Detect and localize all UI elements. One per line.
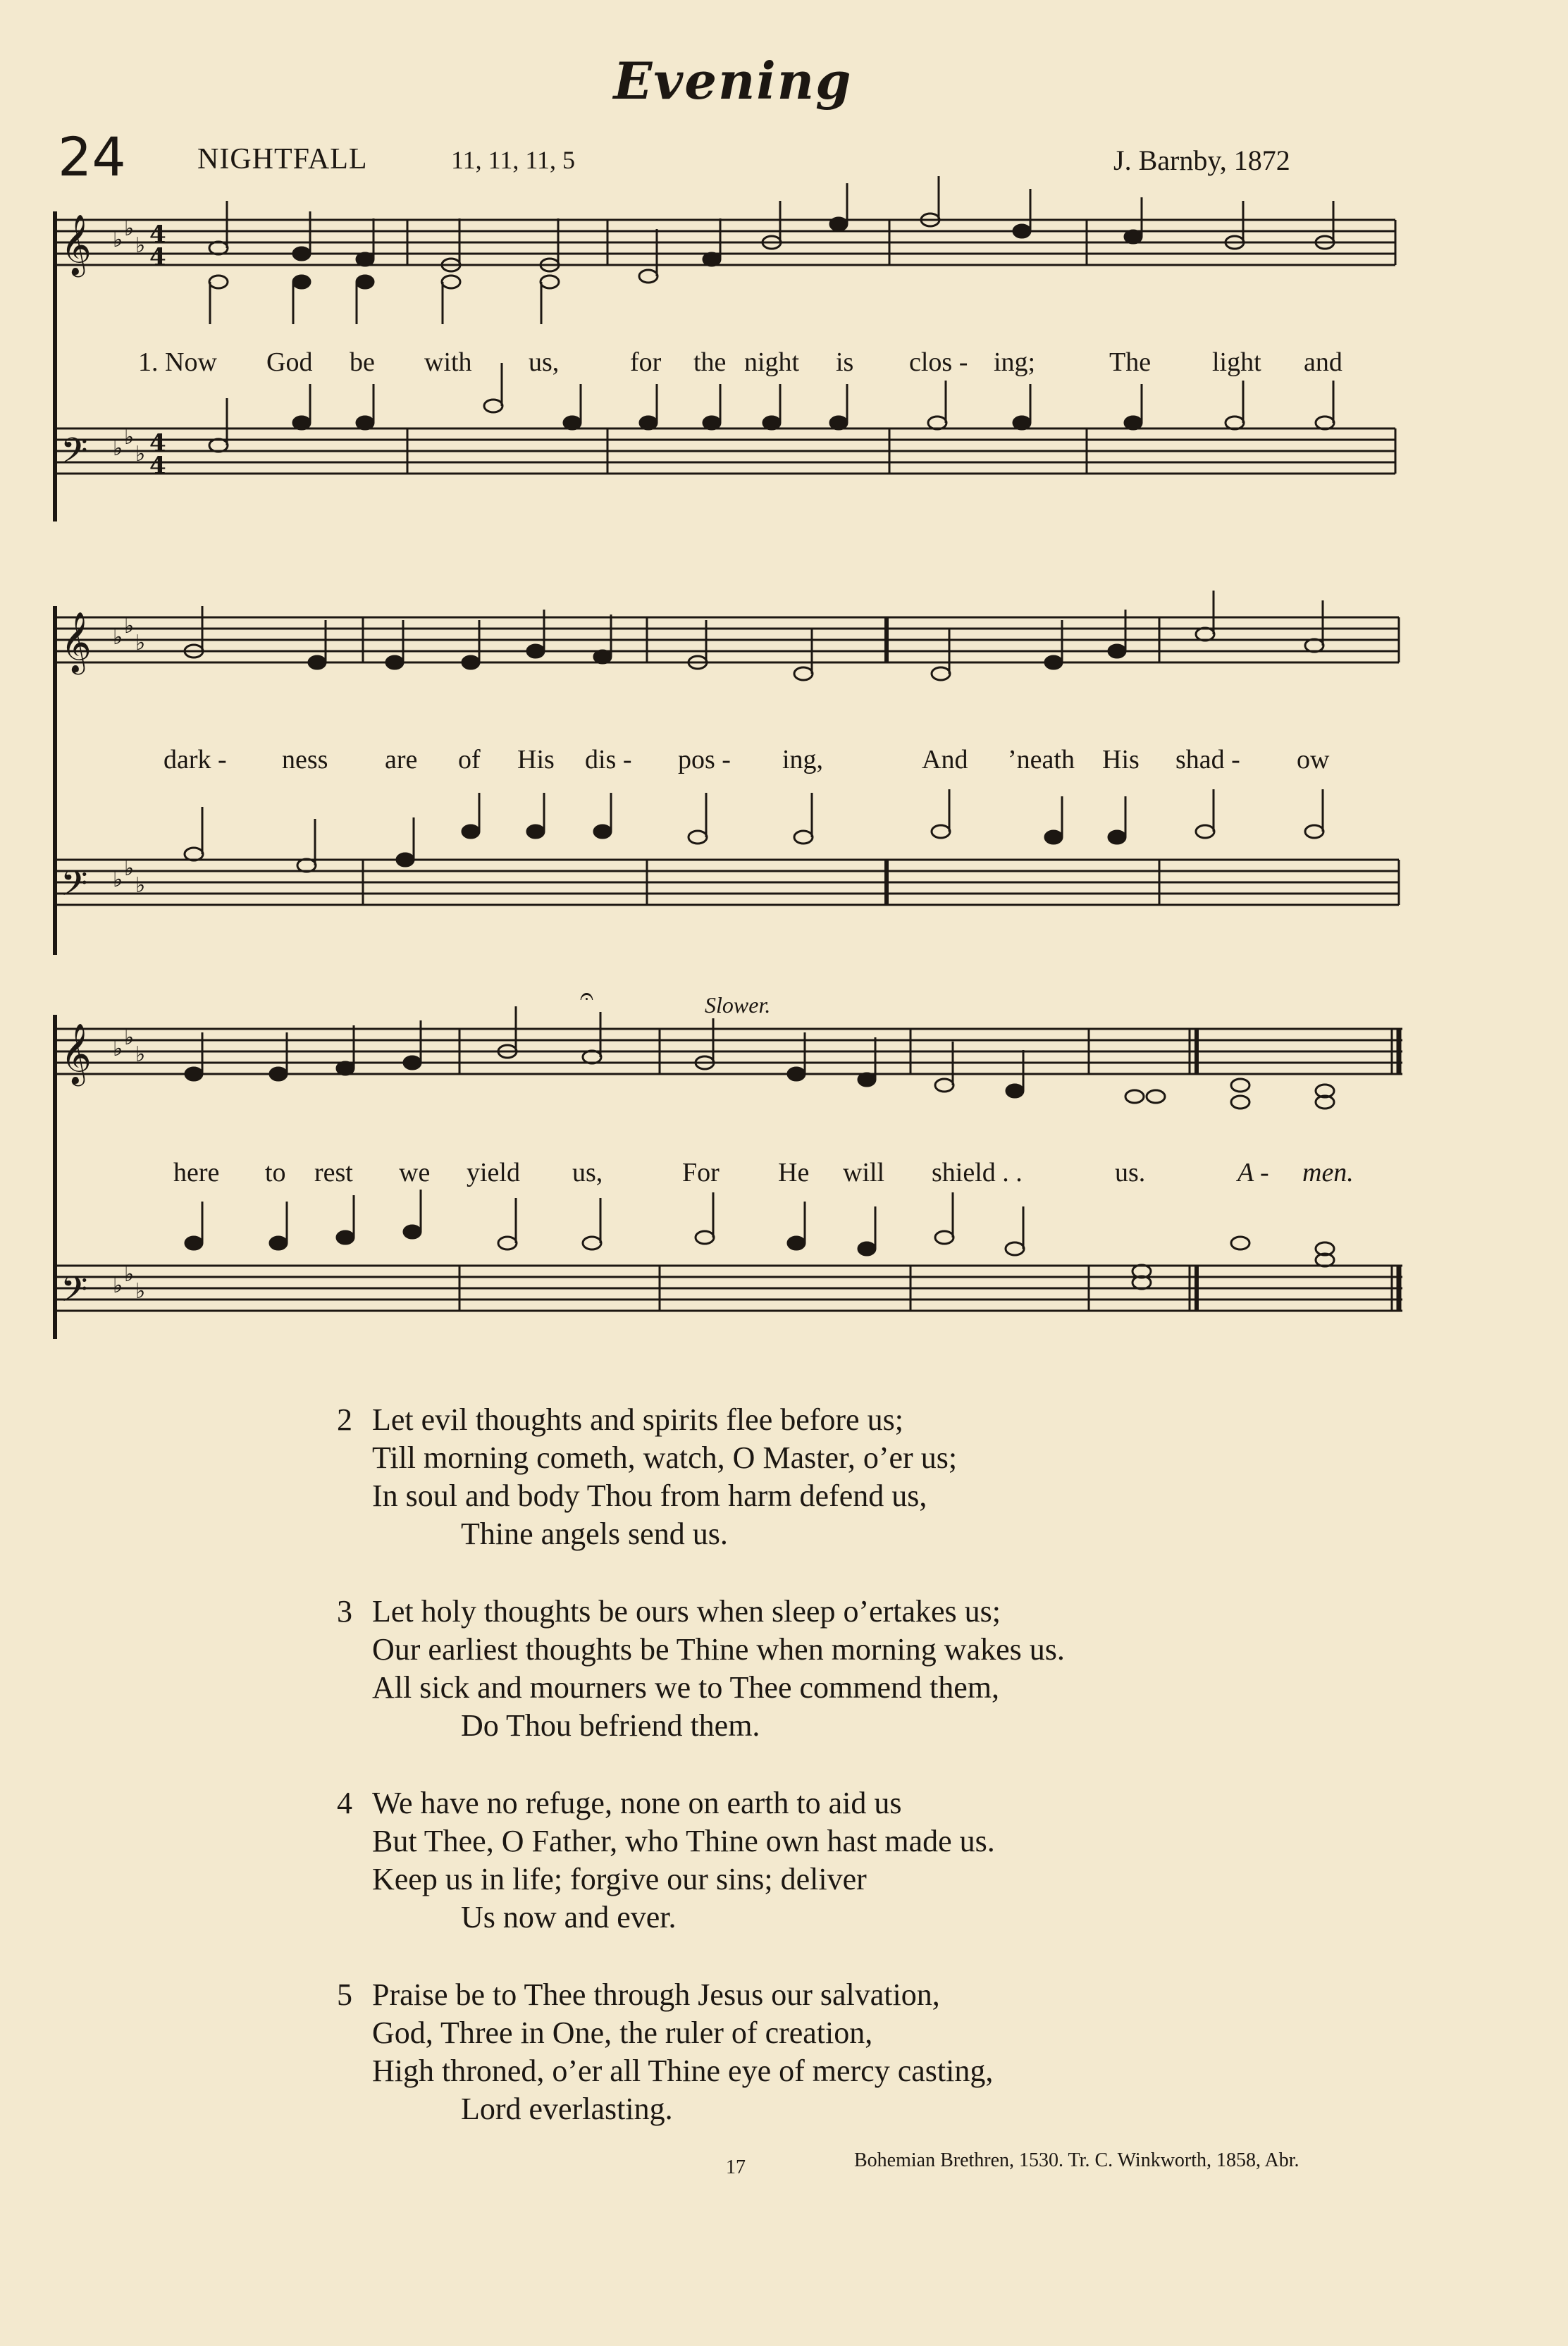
svg-text:4: 4 — [149, 221, 166, 249]
verse-line: High throned, o’er all Thine eye of mercy casting, — [372, 2054, 994, 2088]
verse-number: 5 — [337, 1977, 352, 2012]
lyric-s3-7: For — [682, 1158, 720, 1187]
lyric-s3-13: men. — [1302, 1158, 1354, 1187]
lyric-s1-10: clos - — [909, 347, 968, 377]
svg-text:♭: ♭ — [135, 442, 146, 467]
lyric-s2-10: ’neath — [1008, 745, 1075, 774]
svg-text:♭: ♭ — [135, 631, 146, 655]
verse-line: Thine angels send us. — [461, 1517, 728, 1551]
lyric-s2-1: dark - — [163, 745, 227, 774]
lyric-s3-6: us, — [572, 1158, 603, 1187]
verse-number: 4 — [337, 1786, 352, 1820]
lyric-s3-1: here — [173, 1158, 220, 1187]
lyric-s3-11: us. — [1115, 1158, 1146, 1187]
verses — [337, 1401, 1065, 2168]
treble-clef-icon: 𝄞 — [61, 612, 92, 672]
lyric-s3-4: we — [399, 1158, 431, 1187]
lyric-s1-3: be — [350, 347, 375, 377]
svg-text:♭: ♭ — [113, 1037, 123, 1061]
verse-line: Our earliest thoughts be Thine when morning wakes us. — [372, 1632, 1065, 1667]
lyric-s1-7: the — [693, 347, 727, 377]
svg-text:♭: ♭ — [135, 233, 146, 258]
svg-text:♭: ♭ — [113, 625, 123, 650]
lyric-s1-2: God — [266, 347, 313, 377]
lyric-s2-5: His — [517, 745, 555, 774]
verse-line: Let holy thoughts be ours when sleep o’ertakes us; — [372, 1594, 1001, 1629]
page-number: 17 — [726, 2156, 746, 2178]
lyric-s3-2: to — [265, 1158, 286, 1187]
page-title: Evening — [613, 51, 853, 111]
verse-line: Praise be to Thee through Jesus our salvation, — [372, 1977, 940, 2012]
svg-text:♭: ♭ — [124, 216, 135, 241]
lyric-s1-4: with — [424, 347, 472, 377]
verse-number: 3 — [337, 1594, 352, 1629]
lyric-s1-13: light — [1212, 347, 1261, 377]
lyric-s2-6: dis - — [585, 745, 632, 774]
lyric-s2-11: His — [1102, 745, 1140, 774]
system-3 — [55, 1015, 1402, 1339]
verse-line: Till morning cometh, watch, O Master, o’er us; — [372, 1440, 958, 1475]
lyric-s3-5: yield — [467, 1158, 520, 1187]
verse-line: Do Thou befriend them. — [461, 1708, 760, 1743]
attribution: Bohemian Brethren, 1530. Tr. C. Winkworth, 1858, Abr. — [854, 2149, 1300, 2171]
lyric-s1-12: The — [1109, 347, 1152, 377]
svg-text:4: 4 — [149, 243, 166, 271]
hymn-number: 24 — [58, 125, 126, 188]
verse-4 — [337, 1784, 1065, 1937]
verse-line: Lord everlasting. — [461, 2092, 673, 2126]
lyric-s3-3: rest — [314, 1158, 353, 1187]
verse-2 — [337, 1401, 1065, 1553]
svg-text:♭: ♭ — [113, 868, 123, 892]
svg-text:♭: ♭ — [135, 1042, 146, 1067]
verse-number: 2 — [337, 1402, 352, 1437]
svg-text:♭: ♭ — [124, 1262, 135, 1287]
svg-text:4: 4 — [149, 429, 166, 457]
lyric-s1-8: night — [744, 347, 800, 377]
verse-line: God, Three in One, the ruler of creation, — [372, 2015, 873, 2050]
verse-line: We have no refuge, none on earth to aid us — [372, 1786, 902, 1820]
tempo-marking: Slower. — [705, 992, 771, 1018]
lyric-s3-8: He — [778, 1158, 810, 1187]
lyric-s3-12: A - — [1237, 1158, 1269, 1187]
lyric-s2-8: ing, — [782, 745, 824, 774]
lyric-s1-1: 1. Now — [138, 347, 217, 377]
lyric-s1-11: ing; — [994, 347, 1036, 377]
svg-text:♭: ♭ — [113, 1273, 123, 1298]
lyric-s2-7: pos - — [678, 745, 731, 774]
svg-text:♭: ♭ — [124, 856, 135, 881]
svg-text:4: 4 — [149, 452, 166, 480]
verse-3 — [337, 1593, 1065, 1745]
lyric-s2-9: And — [922, 745, 968, 774]
lyric-s3-10: shield . . — [932, 1158, 1023, 1187]
tune-name: NIGHTFALL — [197, 143, 368, 175]
bass-clef-icon: 𝄢 — [61, 863, 88, 913]
svg-text:♭: ♭ — [124, 1025, 135, 1050]
lyric-s2-13: ow — [1297, 745, 1330, 774]
lyric-s2-12: shad - — [1175, 745, 1240, 774]
verse-line: Keep us in life; forgive our sins; deliver — [372, 1862, 867, 1896]
svg-text:♭: ♭ — [135, 873, 146, 898]
verse-line: Us now and ever. — [461, 1900, 677, 1934]
bass-clef-icon: 𝄢 — [61, 431, 88, 480]
verse-line: Let evil thoughts and spirits flee before us; — [372, 1402, 903, 1437]
svg-text:♭: ♭ — [113, 228, 123, 252]
lyric-s1-14: and — [1304, 347, 1342, 377]
lyric-s1-6: for — [630, 347, 662, 377]
lyric-s1-5: us, — [529, 347, 560, 377]
lyric-s2-4: of — [458, 745, 481, 774]
verse-line: In soul and body Thou from harm defend us, — [372, 1478, 927, 1513]
meter: 11, 11, 11, 5 — [451, 146, 575, 174]
treble-clef-icon: 𝄞 — [61, 1023, 92, 1084]
verse-5 — [337, 1976, 1065, 2128]
bass-clef-icon: 𝄢 — [61, 1269, 88, 1319]
svg-text:♭: ♭ — [124, 425, 135, 450]
treble-clef-icon: 𝄞 — [61, 214, 92, 275]
fermata-icon: 𝄐 — [580, 982, 593, 1011]
system-2 — [55, 606, 1399, 955]
verse-line: But Thee, O Father, who Thine own hast made us. — [372, 1824, 995, 1858]
svg-text:♭: ♭ — [113, 436, 123, 461]
verse-line: All sick and mourners we to Thee commend them, — [372, 1670, 999, 1705]
lyric-s2-3: are — [385, 745, 418, 774]
svg-text:♭: ♭ — [124, 614, 135, 638]
svg-text:♭: ♭ — [135, 1279, 146, 1304]
lyric-s3-9: will — [843, 1158, 885, 1187]
lyric-s1-9: is — [836, 347, 854, 377]
composer: J. Barnby, 1872 — [1113, 144, 1290, 176]
lyric-s2-2: ness — [282, 745, 328, 774]
